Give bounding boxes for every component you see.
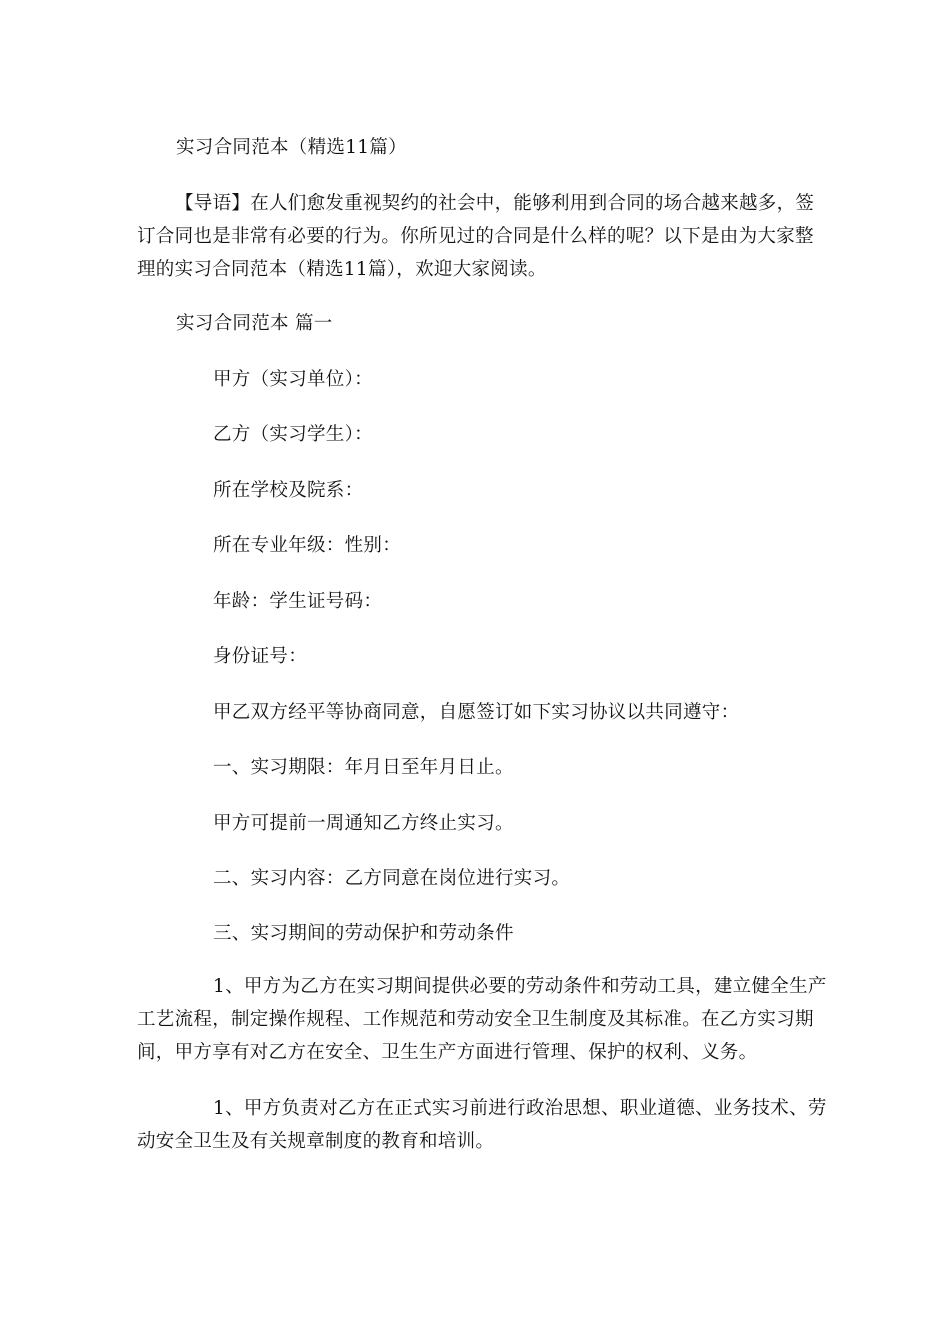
agreement-statement: 甲乙双方经平等协商同意，自愿签订如下实习协议以共同遵守： [213, 702, 740, 723]
age-student-id-field: 年龄：学生证号码： [213, 591, 383, 612]
clause-internship-period: 一、实习期限：年月日至年月日止。 [213, 757, 514, 778]
party-b-field: 乙方（实习学生）： [213, 424, 373, 445]
party-a-field: 甲方（实习单位）： [213, 369, 373, 390]
intro-paragraph: 【导语】在人们愈发重视契约的社会中，能够利用到合同的场合越来越多，签订合同也是非常有必要的行为。你所见过的合同是什么样的呢？以下是由为大家整理的实习合同范本（精选11篇），欢迎大家阅读。 [137, 193, 815, 280]
section-heading: 实习合同范本 篇一 [176, 313, 333, 334]
major-gender-field: 所在专业年级：性别： [213, 535, 402, 556]
id-number-field: 身份证号： [213, 646, 308, 667]
clause-labor-conditions-paragraph: 1、甲方为乙方在实习期间提供必要的劳动条件和劳动工具，建立健全生产工艺流程，制定操作规程、工作规范和劳动安全卫生制度及其标准。在乙方实习期间，甲方享有对乙方在安全、卫生生产方面进行管理、保护的权利、义务。 [137, 976, 827, 1063]
clause-training-paragraph: 1、甲方负责对乙方在正式实习前进行政治思想、职业道德、业务技术、劳动安全卫生及有关规章制度的教育和培训。 [137, 1098, 827, 1152]
clause-internship-content: 二、实习内容：乙方同意在岗位进行实习。 [213, 868, 571, 889]
school-field: 所在学校及院系： [213, 480, 364, 501]
clause-labor-protection-heading: 三、实习期间的劳动保护和劳动条件 [213, 923, 514, 944]
document-title: 实习合同范本（精选11篇） [176, 137, 407, 158]
clause-termination-note: 甲方可提前一周通知乙方终止实习。 [213, 813, 514, 834]
